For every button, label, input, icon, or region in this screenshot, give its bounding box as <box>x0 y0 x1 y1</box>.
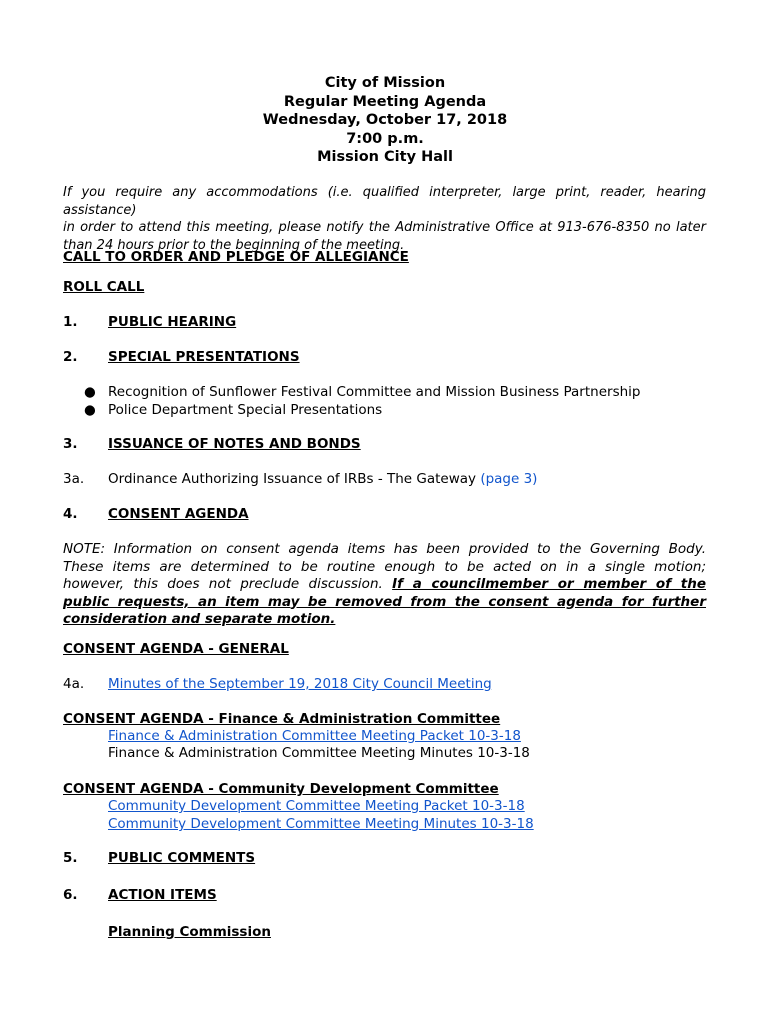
agenda-title: Regular Meeting Agenda <box>283 93 487 110</box>
action-items-heading: ACTION ITEMS <box>108 887 217 903</box>
special-presentations-heading: SPECIAL PRESENTATIONS <box>108 349 300 365</box>
accommodations-line: than 24 hours prior to the beginning of the meeting. <box>63 237 405 253</box>
accommodations-notice <box>63 184 706 254</box>
section-number: 3. <box>63 436 78 452</box>
public-hearing-heading: PUBLIC HEARING <box>108 314 237 330</box>
city-name: City of Mission <box>324 75 446 91</box>
finance-committee-heading: CONSENT AGENDA - Finance & Administration Committee <box>63 711 501 727</box>
notes-bonds-heading: ISSUANCE OF NOTES AND BONDS <box>108 436 361 452</box>
list-item: Recognition of Sunflower Festival Committee and Mission Business Partnership <box>108 384 641 400</box>
irb-ordinance-item <box>108 471 537 489</box>
bullet-icon: ● <box>84 402 96 418</box>
irb-ordinance-text: Ordinance Authorizing Issuance of IRBs - The Gateway <box>108 471 481 487</box>
note-line: NOTE: Information on consent agenda items has been provided to the Governing Body. <box>63 541 706 557</box>
planning-commission-heading: Planning Commission <box>108 924 271 940</box>
section-number: 1. <box>63 314 78 330</box>
cd-minutes-link[interactable]: Community Development Committee Meeting Minutes 10-3-18 <box>108 816 534 832</box>
accommodations-line: in order to attend this meeting, please notify the Administrative Office at 913-676-8350 no later <box>63 220 706 235</box>
roll-call-heading: ROLL CALL <box>63 279 145 295</box>
finance-minutes-text: Finance & Administration Committee Meeting Minutes 10-3-18 <box>108 745 530 761</box>
section-number: 2. <box>63 349 78 365</box>
meeting-location: Mission City Hall <box>317 149 453 165</box>
meeting-date: Wednesday, October 17, 2018 <box>262 112 508 128</box>
section-number: 6. <box>63 887 78 903</box>
community-dev-heading: CONSENT AGENDA - Community Development Committee <box>63 781 499 797</box>
cd-packet-link[interactable]: Community Development Committee Meeting Packet 10-3-18 <box>108 798 525 814</box>
meeting-time: 7:00 p.m. <box>346 130 424 147</box>
note-emphasis: consideration and separate motion. <box>63 611 336 627</box>
note-emphasis: public requests, an item may be removed from the consent agenda for further <box>63 593 706 610</box>
agenda-header <box>0 74 770 167</box>
item-number: 4a. <box>63 676 85 692</box>
public-comments-heading: PUBLIC COMMENTS <box>108 850 256 866</box>
note-line: These items are determined to be routine enough to be acted on in a single motion; <box>63 558 706 575</box>
consent-general-heading: CONSENT AGENDA - GENERAL <box>63 641 289 657</box>
page-reference-link[interactable]: (page 3) <box>480 471 538 487</box>
note-text: however, this does not preclude discussion. <box>63 576 393 592</box>
list-item: Police Department Special Presentations <box>108 402 383 418</box>
note-line <box>63 576 706 594</box>
council-minutes-link[interactable]: Minutes of the September 19, 2018 City Council Meeting <box>108 676 492 692</box>
finance-packet-link[interactable]: Finance & Administration Committee Meeting Packet 10-3-18 <box>108 728 521 744</box>
bullet-icon: ● <box>84 384 96 400</box>
call-to-order-heading: CALL TO ORDER AND PLEDGE OF ALLEGIANCE <box>63 249 409 265</box>
note-emphasis: If a councilmember or member of the <box>392 576 706 592</box>
consent-note <box>63 541 706 629</box>
consent-agenda-heading: CONSENT AGENDA <box>108 506 249 522</box>
item-number: 3a. <box>63 471 85 487</box>
accommodations-line: If you require any accommodations (i.e. qualified interpreter, large print, reader, hearing assistance) <box>63 185 706 218</box>
section-number: 5. <box>63 850 78 866</box>
section-number: 4. <box>63 506 78 522</box>
